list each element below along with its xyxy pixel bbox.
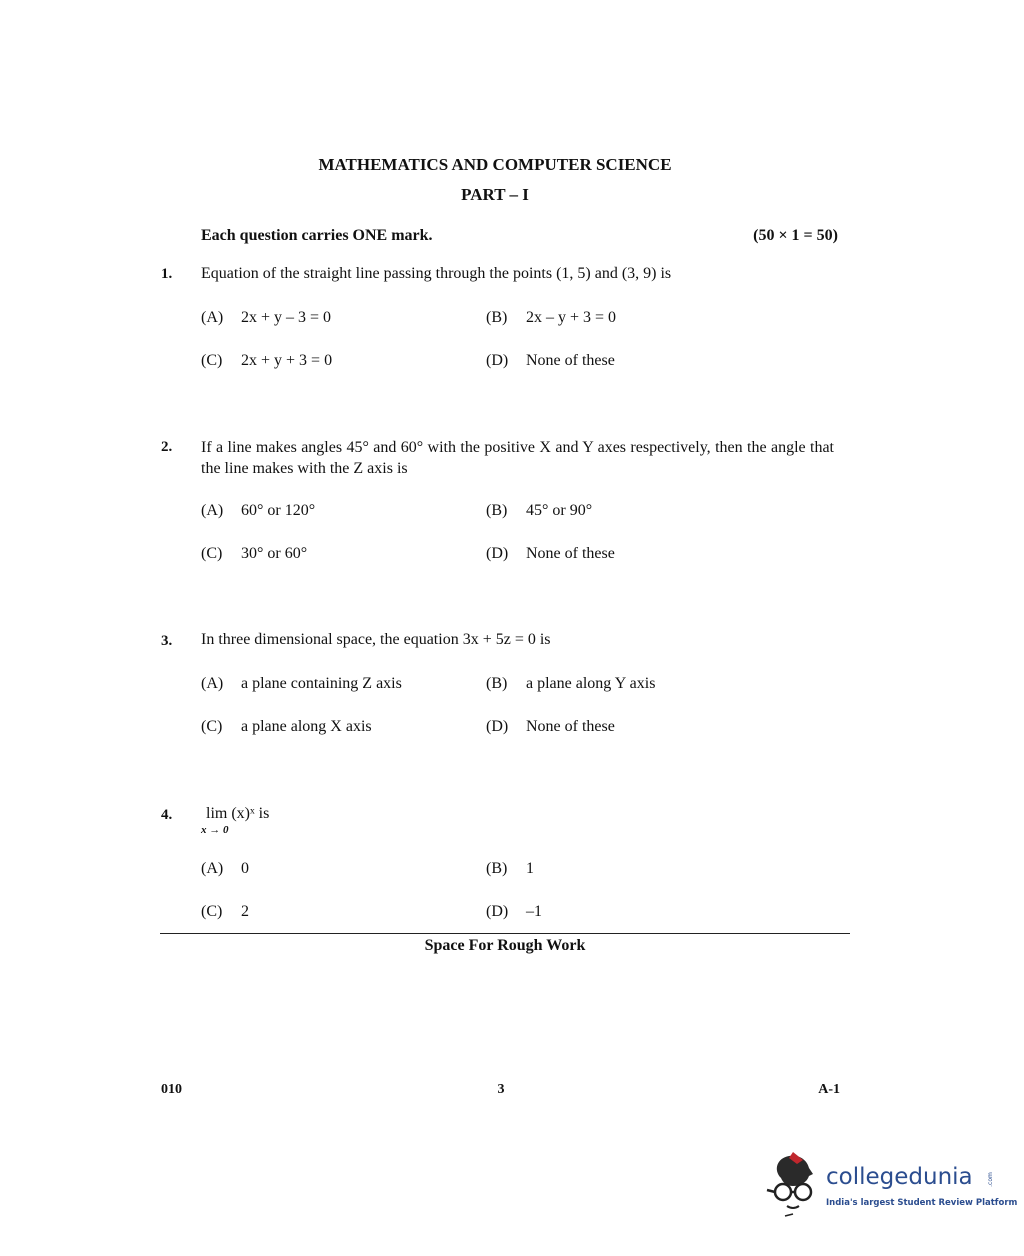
page-number: 3 <box>497 1082 505 1097</box>
option-label: (C) <box>201 718 223 735</box>
limit-subscript: x → 0 <box>201 824 229 836</box>
option-text: 2x + y – 3 = 0 <box>241 309 332 326</box>
collegedunia-domain: .com <box>986 1172 994 1187</box>
marks-instruction: Each question carries ONE mark. <box>201 227 433 244</box>
option-label: (A) <box>201 502 224 519</box>
question-text: Equation of the straight line passing through the points (1, 5) and (3, 9) is <box>201 265 672 282</box>
option-b <box>486 502 592 520</box>
option-text: a plane along X axis <box>241 718 372 735</box>
part-heading: PART – I <box>461 185 529 204</box>
option-label: (B) <box>486 309 508 326</box>
option-text: 2x + y + 3 = 0 <box>241 352 333 369</box>
option-label: (D) <box>486 718 509 735</box>
option-b <box>486 675 655 693</box>
question-number: 2. <box>161 439 173 455</box>
option-text: –1 <box>526 903 542 920</box>
option-label: (B) <box>486 675 508 692</box>
collegedunia-brand: collegedunia <box>826 1164 973 1190</box>
option-b <box>486 860 534 878</box>
option-text: None of these <box>526 718 615 735</box>
option-text: 30° or 60° <box>241 545 308 562</box>
paper-set: A-1 <box>818 1082 840 1097</box>
option-c <box>201 903 249 921</box>
option-text: 45° or 90° <box>526 502 593 519</box>
question-text: In three dimensional space, the equation 3x + 5z = 0 is <box>201 631 551 648</box>
option-label: (C) <box>201 352 223 369</box>
section-divider <box>160 933 850 934</box>
option-d <box>486 545 615 563</box>
option-text: a plane containing Z axis <box>241 675 402 692</box>
option-a <box>201 502 315 520</box>
rough-work-label: Space For Rough Work <box>424 937 586 954</box>
option-b <box>486 309 616 327</box>
option-label: (A) <box>201 860 224 877</box>
option-a <box>201 309 331 327</box>
option-label: (B) <box>486 502 508 519</box>
question-number: 4. <box>161 807 173 823</box>
option-label: (B) <box>486 860 508 877</box>
question-text: lim (x)ˣ is <box>206 805 270 822</box>
option-text: 2 <box>241 903 249 920</box>
question-number: 1. <box>161 266 173 282</box>
option-label: (A) <box>201 309 224 326</box>
option-d <box>486 718 615 736</box>
option-c <box>201 718 372 736</box>
collegedunia-tagline: India's largest Student Review Platform <box>826 1198 1018 1208</box>
option-text: 2x – y + 3 = 0 <box>526 309 617 326</box>
total-marks: (50 × 1 = 50) <box>753 227 838 244</box>
option-label: (D) <box>486 903 509 920</box>
option-text: a plane along Y axis <box>526 675 656 692</box>
option-label: (C) <box>201 545 223 562</box>
option-text: 0 <box>241 860 249 877</box>
collegedunia-logo-icon <box>763 1150 825 1225</box>
question-text: If a line makes angles 45° and 60° with the positive X and Y axes respectively, then the angle that the line makes with the Z axis is <box>201 439 834 477</box>
option-d <box>486 352 615 370</box>
option-d <box>486 903 542 921</box>
page-title: MATHEMATICS AND COMPUTER SCIENCE <box>318 155 672 174</box>
option-text: 1 <box>526 860 534 877</box>
option-a <box>201 675 402 693</box>
option-text: None of these <box>526 352 615 369</box>
option-label: (D) <box>486 352 509 369</box>
option-label: (C) <box>201 903 223 920</box>
paper-code: 010 <box>161 1082 182 1097</box>
option-label: (D) <box>486 545 509 562</box>
question-number: 3. <box>161 633 173 649</box>
option-c <box>201 352 332 370</box>
option-text: 60° or 120° <box>241 502 316 519</box>
option-c <box>201 545 307 563</box>
option-a <box>201 860 249 878</box>
option-label: (A) <box>201 675 224 692</box>
option-text: None of these <box>526 545 615 562</box>
